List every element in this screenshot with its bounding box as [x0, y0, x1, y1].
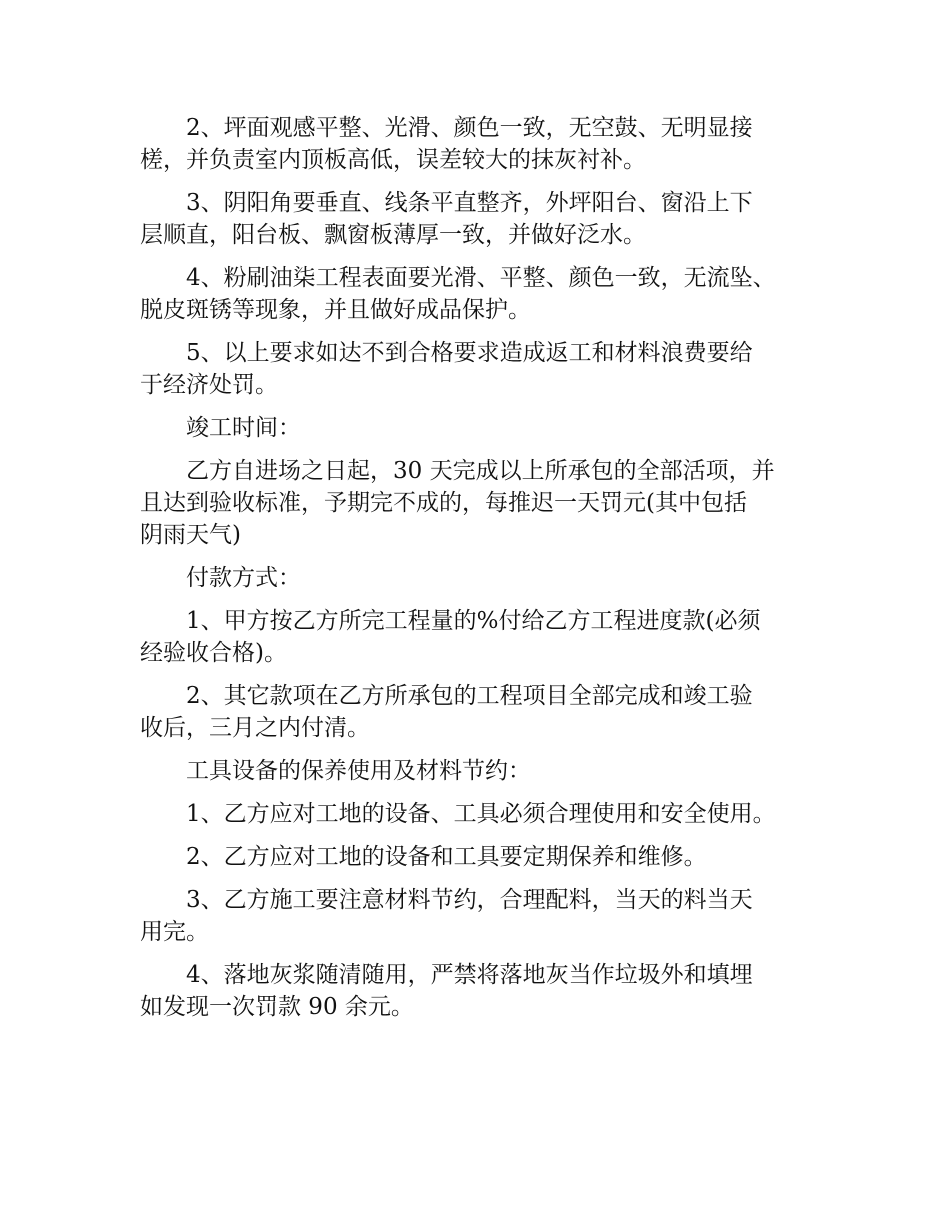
paragraph-corners: 3、阴阳角要垂直、线条平直整齐，外坪阳台、窗沿上下 层顺直，阳台板、飘窗板薄厚一致，并做好泛水。 — [140, 190, 753, 248]
heading-completion-time: 竣工时间： — [186, 415, 301, 441]
paragraph-material-saving: 3、乙方施工要注意材料节约，合理配料，当天的料当天 用完。 — [140, 887, 753, 945]
document-body — [140, 112, 812, 1034]
paragraph-paint-work: 4、粉刷油柒工程表面要光滑、平整、颜色一致，无流坠、 脱皮斑锈等现象，并且做好成品保护。 — [140, 265, 776, 323]
paragraph-tools-maintenance: 2、乙方应对工地的设备和工具要定期保养和维修。 — [186, 844, 707, 870]
heading-payment-method: 付款方式： — [186, 565, 301, 591]
paragraph-completion-terms: 乙方自进场之日起，30 天完成以上所承包的全部活项，并 且达到验收标准，予期完不成的，每推迟一天罚元(其中包括 阴雨天气) — [140, 458, 775, 548]
paragraph-plaster-surface: 2、坪面观感平整、光滑、颜色一致，无空鼓、无明显接 槎，并负责室内顶板高低，误差较大的抹灰衬补。 — [140, 115, 753, 173]
paragraph-payment-balance: 2、其它款项在乙方所承包的工程项目全部完成和竣工验 收后，三月之内付清。 — [140, 683, 753, 741]
paragraph-mortar-cleanup: 4、落地灰浆随清随用，严禁将落地灰当作垃圾外和填埋 如发现一次罚款 90 余元。 — [140, 962, 753, 1020]
heading-tools-materials: 工具设备的保养使用及材料节约： — [186, 758, 531, 784]
paragraph-payment-progress: 1、甲方按乙方所完工程量的%付给乙方工程进度款(必须 经验收合格)。 — [140, 608, 761, 666]
paragraph-tools-use: 1、乙方应对工地的设备、工具必须合理使用和安全使用。 — [186, 801, 776, 827]
paragraph-penalty: 5、以上要求如达不到合格要求造成返工和材料浪费要给 于经济处罚。 — [140, 340, 753, 398]
